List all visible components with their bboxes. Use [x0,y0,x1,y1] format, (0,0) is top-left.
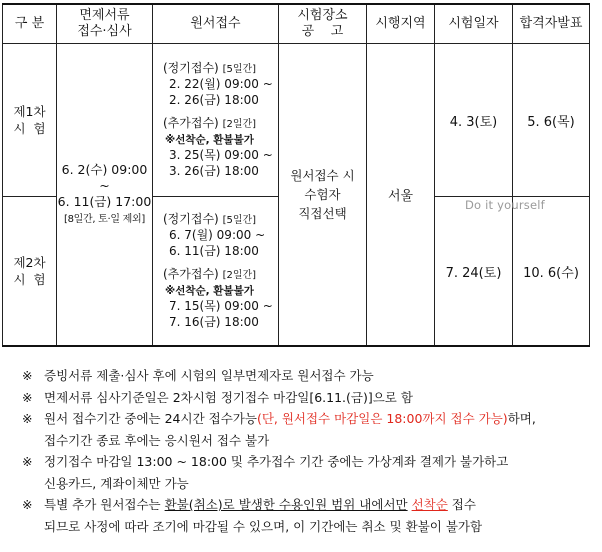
round2-label [3,197,57,347]
r1-extra-days: [2일간] [222,119,257,131]
header-row [3,4,590,44]
note-mark: ※ [22,368,33,383]
header-docs-line2: 접수·심사 [77,24,132,39]
exam-schedule-table [2,3,590,347]
venue-line2: 수험자 [304,187,341,202]
note-3-red: (단, 원서접수 마감일은 18:00까지 접수 가능) [256,411,508,426]
docs-line2: ~ [99,177,110,193]
docs-line1: 6. 2(수) 09:00 [61,161,148,177]
round2-apply [153,197,279,347]
note-4-text-a: 정기접수 마감일 13:00 ~ 18:00 및 추가접수 기간 중에는 가상계좌 결제가 불가하고 [44,454,509,469]
r2-regular-to: 6. 11(금) 18:00 [169,243,259,258]
note-3 [20,408,600,451]
round1-apply [153,44,279,197]
note-1 [20,365,600,387]
note-5-text-b: 접수 [447,497,476,512]
note-mark: ※ [22,411,33,426]
note-3-text-a: 원서 접수기간 중에는 24시간 접수가능 [44,411,257,426]
docs-line4: [8일간, 토·일 제외] [64,213,145,225]
round1-label-line1: 제1차 [13,104,46,119]
r2-regular-title: (정기접수) [163,211,219,226]
header-exam-date: 시험일자 [435,4,513,44]
header-docs-line1: 면제서류 [79,8,130,23]
r2-extra-title: (추가접수) [163,267,219,282]
round1-exam-date: 4. 3(토) [435,44,513,197]
r2-regular-group [163,212,278,260]
venue-cell [279,44,367,347]
note-mark: ※ [22,497,33,512]
r2-extra-from: 7. 15(목) 09:00 ~ [169,299,273,314]
note-2-text: 면제서류 심사기준일은 2차시험 정기접수 마감일[6.11.(금)]으로 함 [44,389,413,405]
r1-extra-to: 3. 26(금) 18:00 [169,163,259,178]
header-docs [57,4,153,44]
r2-extra-days: [2일간] [222,270,257,282]
note-5-text-c: 되므로 사정에 따라 조기에 마감될 수 있으며, 이 기간에는 취소 및 환불이 불가함 [44,518,483,534]
note-4 [20,451,600,494]
region-cell: 서울 [367,44,435,347]
r1-extra-group [163,116,278,179]
round1-label [3,44,57,197]
header-venue [279,4,367,44]
r2-extra-group [163,267,278,330]
r1-regular-group [163,61,278,109]
round2-exam-date: 7. 24(토) [435,197,513,347]
r1-extra-title: (추가접수) [163,116,219,131]
round2-label-line2: 시 험 [13,272,46,287]
note-3-text-b: 하며, [507,411,536,426]
r2-extra-to: 7. 16(금) 18:00 [169,314,259,329]
header-region: 시행지역 [367,4,435,44]
note-2 [20,387,600,409]
header-result: 합격자발표 [513,4,590,44]
round1-result: 5. 6(목) [513,44,590,197]
watermark: Do it yourself [465,198,545,212]
note-mark: ※ [22,454,33,469]
r1-extra-from: 3. 25(목) 09:00 ~ [169,148,273,163]
r2-extra-note: ※선착순, 환불불가 [165,284,254,297]
header-gubun: 구 분 [3,4,57,44]
note-mark: ※ [22,389,33,405]
r2-regular-days: [5일간] [222,214,257,226]
r2-regular-from: 6. 7(월) 09:00 ~ [169,228,266,243]
r1-regular-from: 2. 22(월) 09:00 ~ [169,77,273,92]
note-1-text: 증빙서류 제출·심사 후에 시험의 일부면제자로 원서접수 가능 [44,368,374,383]
venue-line3: 직접선택 [298,206,347,221]
round2-result: 10. 6(수) [513,197,590,347]
header-venue-line2: 공 고 [301,24,344,39]
docs-period [57,44,153,347]
note-3-text-c: 접수기간 종료 후에는 응시원서 접수 불가 [44,432,270,448]
r1-regular-days: [5일간] [222,63,257,75]
docs-line3: 6. 11(금) 17:00 [57,193,152,209]
r1-regular-title: (정기접수) [163,60,219,75]
round1-label-line2: 시 험 [13,121,46,136]
venue-line1: 원서접수 시 [290,168,355,183]
header-apply: 원서접수 [153,4,279,44]
note-4-text-b: 신용카드, 계좌이체만 가능 [44,475,189,491]
note-5-red: 선착순 [411,497,448,512]
r1-regular-to: 2. 26(금) 18:00 [169,92,259,107]
note-5-underline: 환불(취소)로 발생한 수용인원 범위 내에서만 [164,497,408,512]
note-5 [20,494,600,537]
r1-extra-note: ※선착순, 환불불가 [165,133,254,146]
header-venue-line1: 시험장소 [297,8,348,23]
round2-label-line1: 제2차 [13,255,46,270]
notes-list [20,365,600,537]
note-5-text-a: 특별 추가 원서접수는 [44,497,165,512]
round1-row [3,44,590,197]
